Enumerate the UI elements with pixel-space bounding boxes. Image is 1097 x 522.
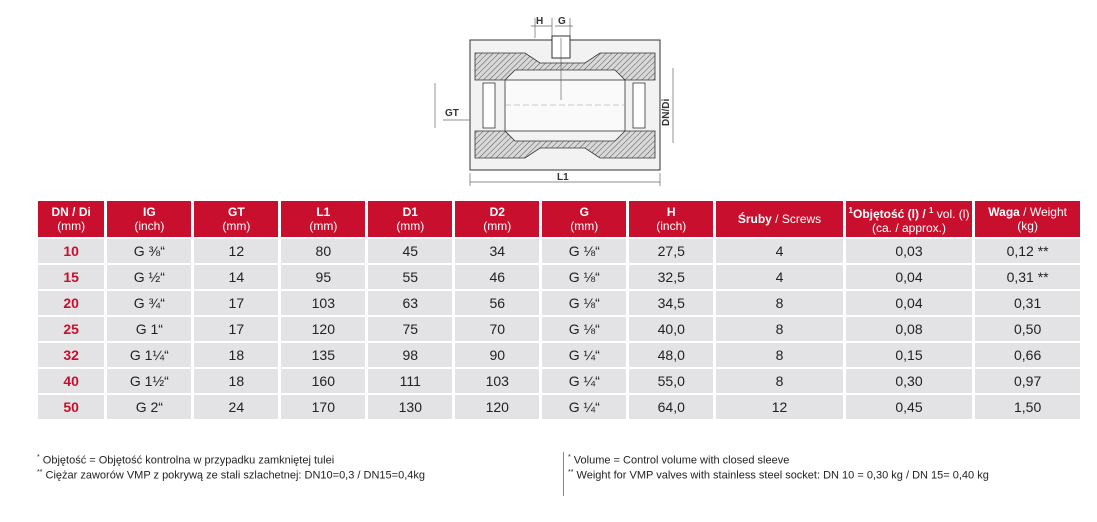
- table-cell: 34: [455, 239, 539, 263]
- table-cell: G 1“: [107, 317, 191, 341]
- table-cell: 103: [455, 369, 539, 393]
- table-cell: 8: [716, 343, 843, 367]
- header-h: H (inch): [629, 201, 713, 237]
- header-l1: L1 (mm): [281, 201, 365, 237]
- table-cell: 40,0: [629, 317, 713, 341]
- table-cell: 56: [455, 291, 539, 315]
- table-cell: G ⅛“: [542, 317, 626, 341]
- table-cell: 135: [281, 343, 365, 367]
- label-h: H: [536, 16, 544, 27]
- table-cell: 170: [281, 395, 365, 419]
- table-cell: 90: [455, 343, 539, 367]
- table-body: [38, 239, 1080, 419]
- table-cell: 0,15: [846, 343, 973, 367]
- table-cell: G ¼“: [542, 343, 626, 367]
- spec-table: [35, 199, 1083, 421]
- table-cell: 25: [38, 317, 104, 341]
- table-cell: 0,66: [975, 343, 1080, 367]
- table-cell: 130: [368, 395, 452, 419]
- table-cell: 10: [38, 239, 104, 263]
- table-cell: 1,50: [975, 395, 1080, 419]
- table-cell: 0,45: [846, 395, 973, 419]
- table-cell: 63: [368, 291, 452, 315]
- label-g: G: [558, 16, 566, 27]
- table-cell: 50: [38, 395, 104, 419]
- header-ig: IG (inch): [107, 201, 191, 237]
- table-row: [38, 265, 1080, 289]
- table-cell: 20: [38, 291, 104, 315]
- table-cell: 14: [194, 265, 278, 289]
- table-cell: 15: [38, 265, 104, 289]
- footnote-en-1: * Volume = Control volume with closed sleeve: [568, 454, 790, 467]
- table-cell: 40: [38, 369, 104, 393]
- table-cell: 0,04: [846, 291, 973, 315]
- table-cell: 80: [281, 239, 365, 263]
- table-cell: 34,5: [629, 291, 713, 315]
- table-cell: 0,97: [975, 369, 1080, 393]
- table-cell: G ¼“: [542, 395, 626, 419]
- table-cell: 55: [368, 265, 452, 289]
- table-row: [38, 395, 1080, 419]
- table-cell: 8: [716, 369, 843, 393]
- footnote-pl-2: ** Ciężar zaworów VMP z pokrywą ze stali szlachetnej: DN10=0,3 / DN15=0,4kg: [37, 469, 425, 482]
- valve-drawing-svg: [425, 8, 690, 190]
- table-cell: 17: [194, 317, 278, 341]
- table-cell: G 1½“: [107, 369, 191, 393]
- table-cell: 4: [716, 239, 843, 263]
- table-row: [38, 239, 1080, 263]
- table-cell: 48,0: [629, 343, 713, 367]
- table-row: [38, 369, 1080, 393]
- table-cell: 120: [455, 395, 539, 419]
- table-header-row: [38, 201, 1080, 237]
- table-cell: G 2“: [107, 395, 191, 419]
- label-gt: GT: [445, 108, 459, 119]
- header-gt: GT (mm): [194, 201, 278, 237]
- label-dn: DN/Di: [661, 98, 672, 126]
- table-cell: 98: [368, 343, 452, 367]
- table-cell: 24: [194, 395, 278, 419]
- table-cell: G ½“: [107, 265, 191, 289]
- table-cell: 18: [194, 369, 278, 393]
- table-cell: G ¾“: [107, 291, 191, 315]
- table-cell: 18: [194, 343, 278, 367]
- table-cell: G ⅛“: [542, 239, 626, 263]
- table-row: [38, 317, 1080, 341]
- table-cell: 32: [38, 343, 104, 367]
- table-cell: G ⅜“: [107, 239, 191, 263]
- table-cell: 0,03: [846, 239, 973, 263]
- footnote-divider: [563, 452, 564, 496]
- table-cell: G ¼“: [542, 369, 626, 393]
- table-cell: 120: [281, 317, 365, 341]
- table-cell: 111: [368, 369, 452, 393]
- table-cell: 17: [194, 291, 278, 315]
- table-cell: 27,5: [629, 239, 713, 263]
- header-screws: Śruby / Screws: [716, 201, 843, 237]
- table-cell: 46: [455, 265, 539, 289]
- table-cell: 0,31: [975, 291, 1080, 315]
- table-cell: 0,04: [846, 265, 973, 289]
- table-cell: 0,30: [846, 369, 973, 393]
- table-cell: 103: [281, 291, 365, 315]
- header-g: G (mm): [542, 201, 626, 237]
- table-cell: 160: [281, 369, 365, 393]
- table-cell: 75: [368, 317, 452, 341]
- table-cell: G 1¼“: [107, 343, 191, 367]
- footnote-en-2: ** Weight for VMP valves with stainless steel socket: DN 10 = 0,30 kg / DN 15= 0,40 kg: [568, 469, 989, 482]
- table-row: [38, 343, 1080, 367]
- table-cell: 64,0: [629, 395, 713, 419]
- table-cell: 0,31 **: [975, 265, 1080, 289]
- header-d1: D1 (mm): [368, 201, 452, 237]
- valve-cross-section-drawing: [425, 8, 690, 190]
- table-cell: 0,08: [846, 317, 973, 341]
- table-cell: 32,5: [629, 265, 713, 289]
- header-dn: DN / Di (mm): [38, 201, 104, 237]
- header-weight: Waga / Weight (kg): [975, 201, 1080, 237]
- table-cell: 12: [716, 395, 843, 419]
- table-cell: 70: [455, 317, 539, 341]
- table-cell: 12: [194, 239, 278, 263]
- table-cell: 4: [716, 265, 843, 289]
- table-cell: 95: [281, 265, 365, 289]
- table-cell: 55,0: [629, 369, 713, 393]
- table-cell: G ⅛“: [542, 265, 626, 289]
- table-cell: G ⅛“: [542, 291, 626, 315]
- table-cell: 8: [716, 317, 843, 341]
- footnote-pl-1: * Objętość = Objętość kontrolna w przypadku zamkniętej tulei: [37, 454, 335, 467]
- header-volume: $^1$Objętość (l) / $^1$ vol. (l) (ca. / approx.): [846, 201, 973, 237]
- header-d2: D2 (mm): [455, 201, 539, 237]
- label-l1: L1: [557, 172, 569, 183]
- table-cell: 8: [716, 291, 843, 315]
- table-row: [38, 291, 1080, 315]
- table-cell: 0,12 **: [975, 239, 1080, 263]
- table-cell: 0,50: [975, 317, 1080, 341]
- table-cell: 45: [368, 239, 452, 263]
